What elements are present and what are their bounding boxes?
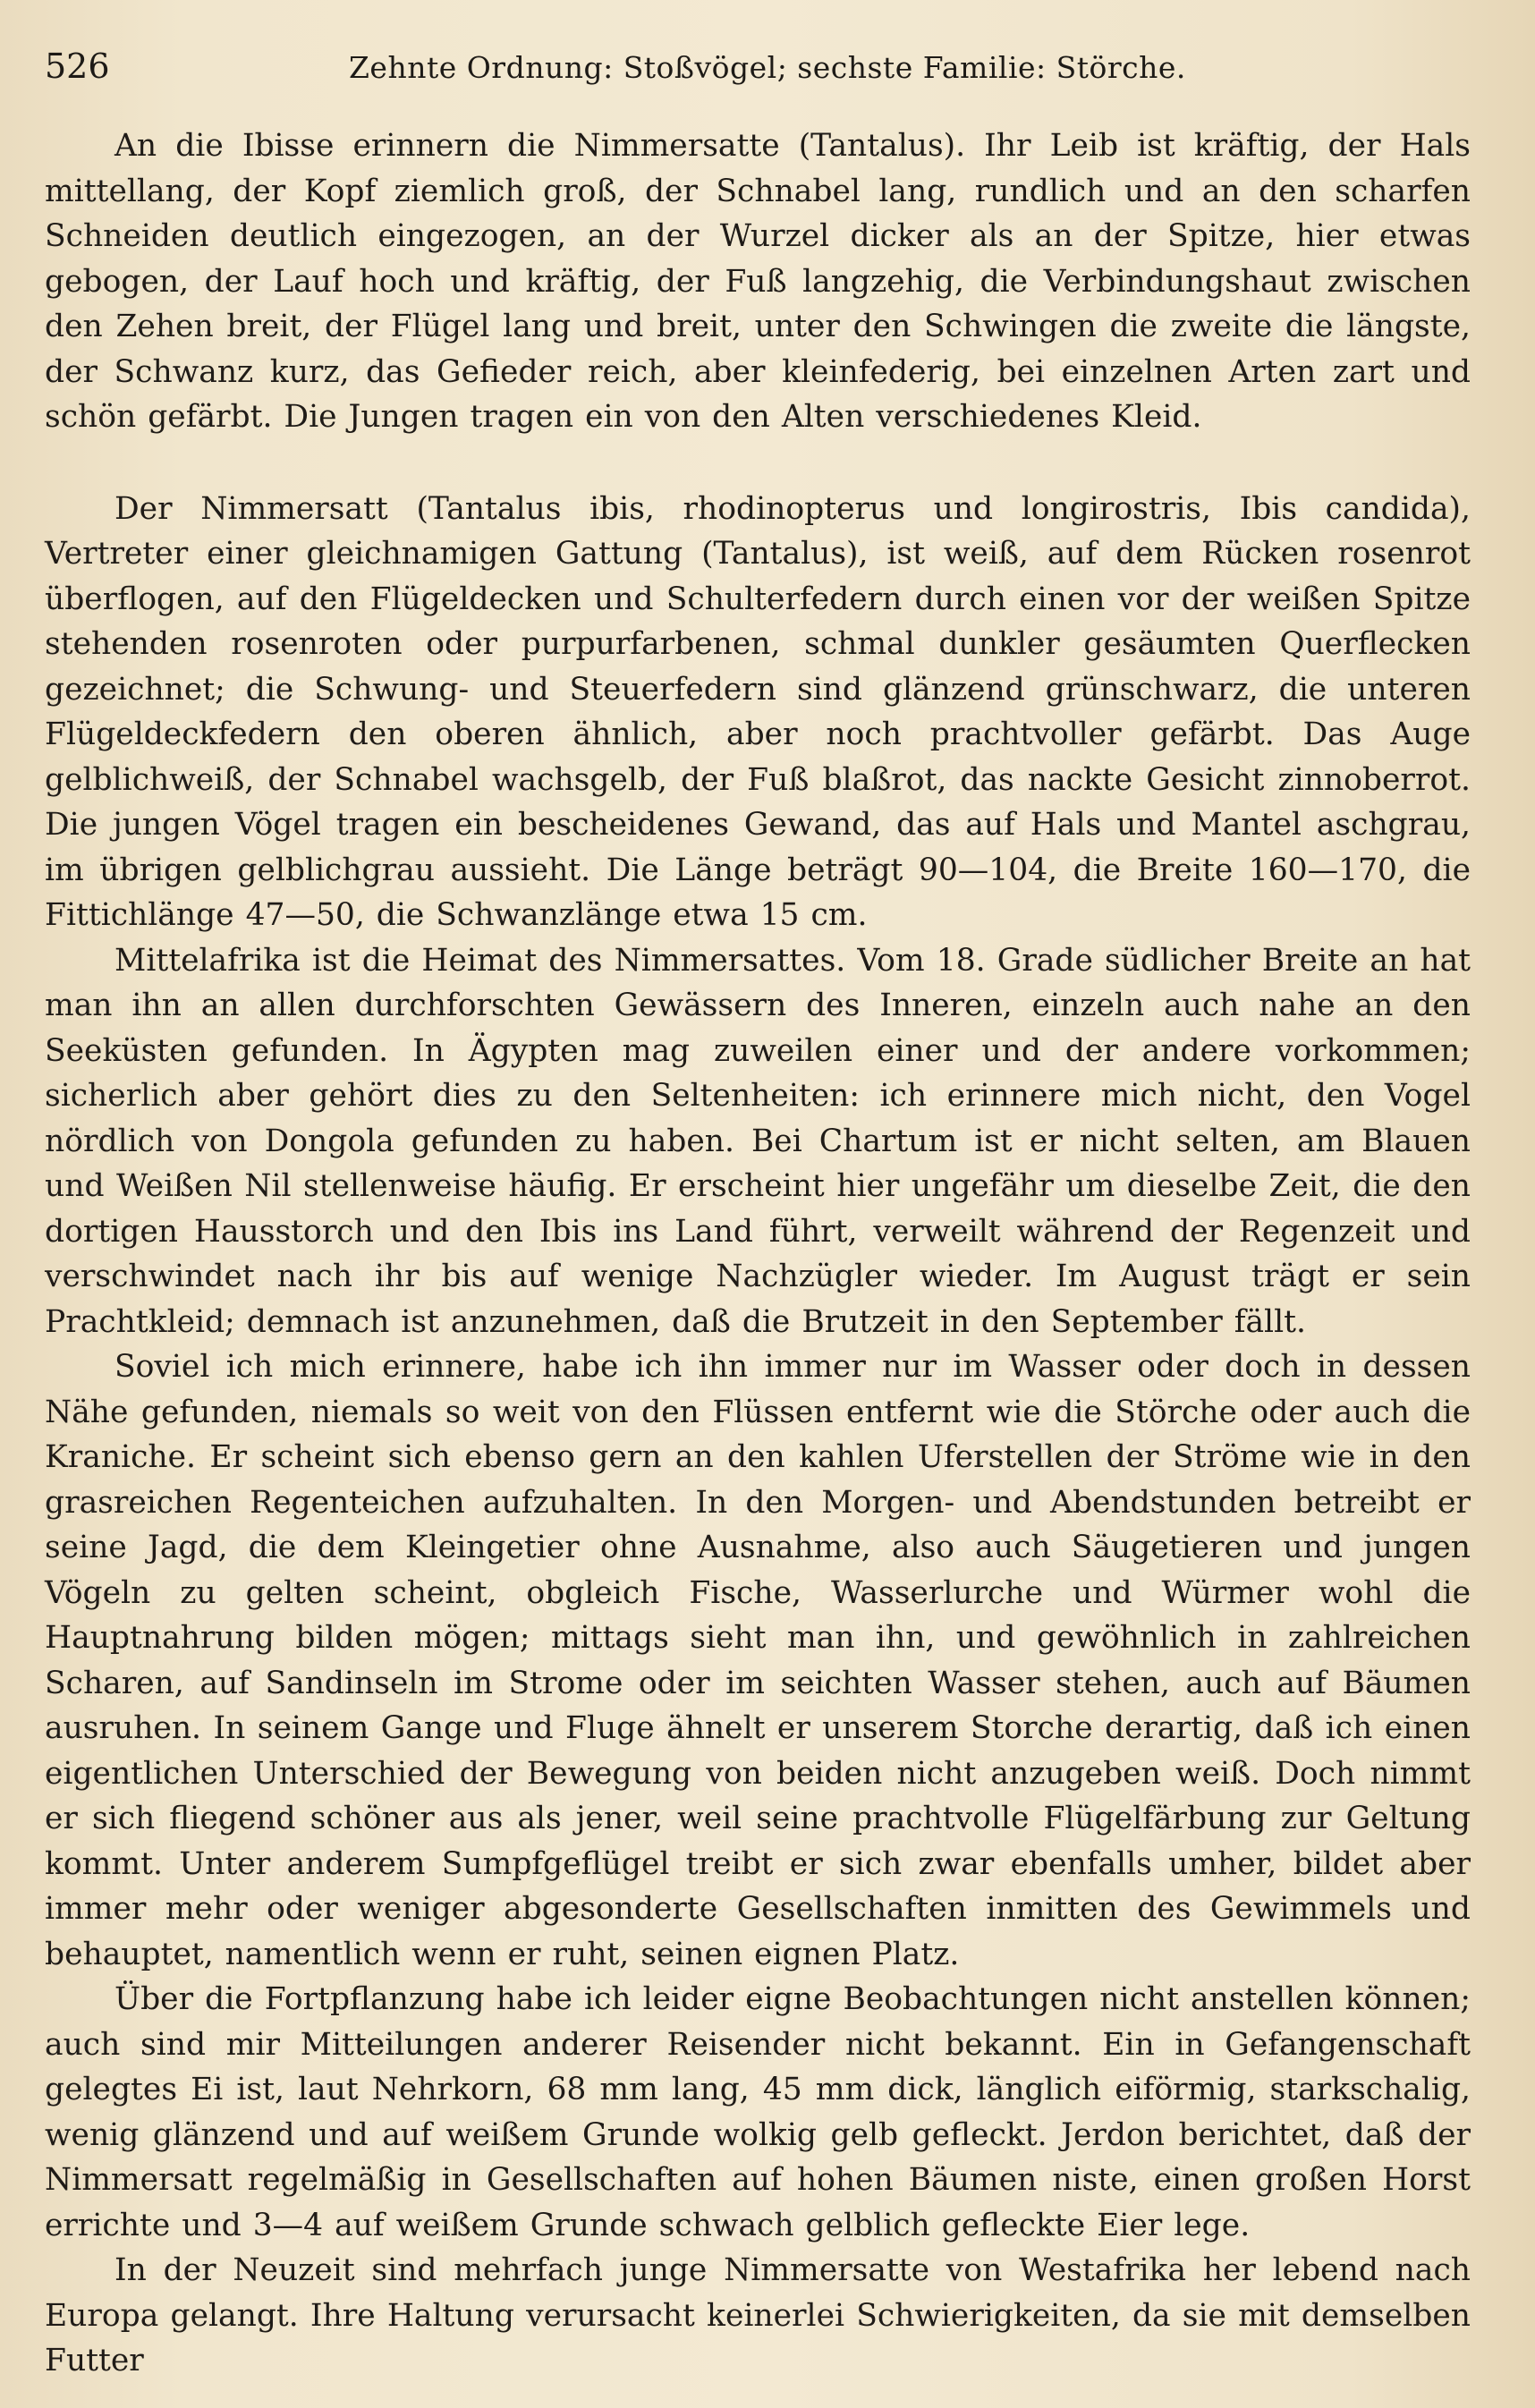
paragraph-range: Mittelafrika ist die Heimat des Nimmersattes. Vom 18. Grade südlicher Breite an hat man ihn an allen durchforschten Gewässern des Inneren, einzeln auch nahe an den Seeküsten gefunden. In Ägypten mag zuweilen einer und der andere vorkommen; sicherlich aber gehört dies zu den Seltenheiten: ich erinnere mich nicht, den Vogel nördlich von Dongola gefunden zu haben. Bei Chartum ist er nicht selten, am Blauen und Weißen Nil stellenweise häufig. Er erscheint hier ungefähr um dieselbe Zeit, die den dortigen Hausstorch und den Ibis ins Land führt, verweilt während der Regenzeit und verschwindet nach ihr bis auf wenige Nachzügler wieder. Im August trägt er sein Prachtkleid; demnach ist anzunehmen, daß die Brutzeit in den September fällt. bbox=[45, 942, 1471, 1340]
body-text bbox=[45, 123, 1471, 2384]
paragraph-behavior: Soviel ich mich erinnere, habe ich ihn immer nur im Wasser oder doch in dessen Nähe gefunden, niemals so weit von den Flüssen entfernt wie die Störche oder auch die Kraniche. Er scheint sich ebenso gern an den kahlen Uferstellen der Ströme wie in den grasreichen Regenteichen aufzuhalten. In den Morgen- und Abendstunden betreibt er seine Jagd, die dem Kleingetier ohne Ausnahme, also auch Säugetieren und jungen Vögeln zu gelten scheint, obgleich Fische, Wasserlurche und Würmer wohl die Hauptnahrung bilden mögen; mittags sieht man ihn, und gewöhnlich in zahlreichen Scharen, auf Sandinseln im Strome oder im seichten Wasser stehen, auch auf Bäumen ausruhen. In seinem Gange und Fluge ähnelt er unserem Storche derartig, daß ich einen eigentlichen Unterschied der Bewegung von beiden nicht anzugeben weiß. Doch nimmt er sich fliegend schöner aus als jener, weil seine prachtvolle Flügelfärbung zur Geltung kommt. Unter anderem Sumpfgeflügel treibt er sich zwar ebenfalls umher, bildet aber immer mehr oder weniger abgesonderte Gesellschaften inmitten des Gewimmels und behauptet, namentlich wenn er ruht, seinen eignen Platz. bbox=[45, 1349, 1471, 1972]
paragraph-captivity: In der Neuzeit sind mehrfach junge Nimmersatte von Westafrika her lebend nach Europa gelangt. Ihre Haltung verursacht keinerlei Schwierigkeiten, da sie mit demselben Futter bbox=[45, 2252, 1471, 2378]
paragraph-reproduction: Über die Fortpflanzung habe ich leider eigne Beobachtungen nicht anstellen können; auch sind mir Mitteilungen anderer Reisender nicht bekannt. Ein in Gefangenschaft gelegtes Ei ist, laut Nehrkorn, 68 mm lang, 45 mm dick, länglich eiförmig, starkschalig, wenig glänzend und auf weißem Grunde wolkig gelb gefleckt. Jerdon berichtet, daß der Nimmersatt regelmäßig in Gesellschaften auf hohen Bäumen niste, einen großen Horst errichte und 3—4 auf weißem Grunde schwach gelblich gefleckte Eier lege. bbox=[45, 1981, 1471, 2243]
paragraph-nimmersatt-description: Der Nimmersatt (Tantalus ibis, rhodinopterus und longirostris, Ibis candida), Vertreter einer gleichnamigen Gattung (Tantalus), ist weiß, auf dem Rücken rosenrot überflogen, auf den Flügeldecken und Schulterfedern durch einen vor der weißen Spitze stehenden rosenroten oder purpurfarbenen, schmal dunkler gesäumten Querflecken gezeichnet; die Schwung- und Steuerfedern sind glänzend grünschwarz, die unteren Flügeldeckfedern den oberen ähnlich, aber noch prachtvoller gefärbt. Das Auge gelblichweiß, der Schnabel wachsgelb, der Fuß blaßrot, das nackte Gesicht zinnoberrot. Die jungen Vögel tragen ein bescheidenes Gewand, das auf Hals und Mantel aschgrau, im übrigen gelblichgrau aussieht. Die Länge beträgt 90—104, die Breite 160—170, die Fittichlänge 47—50, die Schwanzlänge etwa 15 cm. bbox=[45, 490, 1471, 933]
paragraph-tantalus-intro: An die Ibisse erinnern die Nimmersatte (Tantalus). Ihr Leib ist kräftig, der Hals mittellang, der Kopf ziemlich groß, der Schnabel lang, rundlich und an den scharfen Schneiden deutlich eingezogen, an der Wurzel dicker als an der Spitze, hier etwas gebogen, der Lauf hoch und kräftig, der Fuß langzehig, die Verbindungshaut zwischen den Zehen breit, der Flügel lang und breit, unter den Schwingen die zweite die längste, der Schwanz kurz, das Gefieder reich, aber kleinfederig, bei einzelnen Arten zart und schön gefärbt. Die Jungen tragen ein von den Alten verschiedenes Kleid. bbox=[45, 128, 1471, 435]
page-header bbox=[45, 47, 1471, 100]
page-number: 526 bbox=[45, 47, 110, 86]
running-head: Zehnte Ordnung: Stoßvögel; sechste Familie: Störche. bbox=[349, 50, 1186, 85]
